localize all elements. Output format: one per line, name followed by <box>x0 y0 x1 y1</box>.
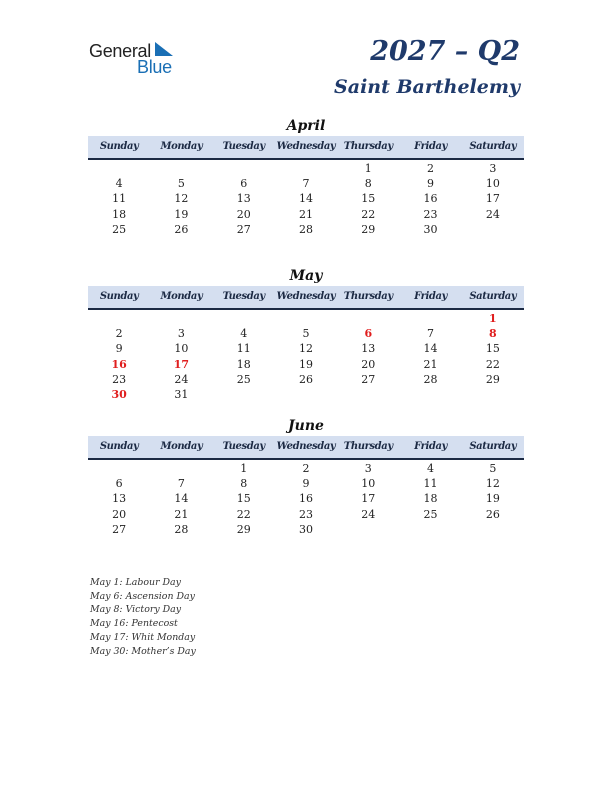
week-row <box>88 161 524 176</box>
weekday-label: Wednesday <box>276 291 336 302</box>
day-cell: 1 <box>240 462 248 475</box>
day-cell: 3 <box>489 162 497 175</box>
day-cell: 10 <box>485 177 500 191</box>
weekday-header <box>88 436 524 460</box>
week-grid <box>88 460 524 537</box>
day-cell: 18 <box>236 357 251 371</box>
day-cell: 24 <box>174 372 189 386</box>
day-cell: 19 <box>298 357 313 371</box>
day-cell: 1 <box>364 162 372 175</box>
day-cell: 29 <box>236 522 251 536</box>
day-cell: 5 <box>177 177 185 191</box>
page-title: 2027 – Q2 <box>370 36 520 67</box>
day-cell: 15 <box>485 342 500 356</box>
empty-day-cell <box>88 161 150 176</box>
day-cell: 26 <box>485 507 500 521</box>
holiday-item: May 16: Pentecost <box>90 618 178 630</box>
day-cell: 17 <box>485 192 500 206</box>
empty-day-cell <box>213 311 275 326</box>
week-grid <box>88 310 524 402</box>
week-row <box>88 476 524 491</box>
weekday-label: Monday <box>160 141 203 152</box>
logo-general-text: General <box>89 41 151 61</box>
holiday-item: May 1: Labour Day <box>90 577 181 588</box>
month-name: May <box>289 268 323 284</box>
week-row <box>88 341 524 356</box>
day-cell: 21 <box>423 357 438 371</box>
day-cell: 30 <box>423 222 438 236</box>
day-cell: 10 <box>174 342 189 356</box>
day-cell: 5 <box>302 327 310 341</box>
day-cell: 16 <box>423 192 438 206</box>
day-cell: 25 <box>423 507 438 521</box>
day-cell: 9 <box>115 342 123 356</box>
empty-day-cell <box>213 161 275 176</box>
day-cell: 23 <box>298 507 313 521</box>
empty-day-cell <box>275 387 337 402</box>
day-cell: 2 <box>115 327 123 341</box>
week-row <box>88 522 524 537</box>
day-cell: 13 <box>236 192 251 206</box>
logo-flag-icon <box>155 42 175 58</box>
week-row <box>88 357 524 372</box>
day-cell: 31 <box>174 387 189 401</box>
day-cell: 3 <box>177 327 185 341</box>
weekday-label: Monday <box>160 291 203 302</box>
day-cell: 30 <box>111 387 127 401</box>
month-may <box>88 266 524 402</box>
week-row <box>88 222 524 237</box>
empty-day-cell <box>150 461 212 476</box>
holiday-item: May 6: Ascension Day <box>90 590 195 602</box>
day-cell: 21 <box>174 507 189 521</box>
day-cell: 28 <box>174 522 189 536</box>
day-cell: 27 <box>361 372 376 386</box>
day-cell: 20 <box>236 207 251 221</box>
empty-day-cell <box>275 161 337 176</box>
day-cell: 8 <box>364 177 372 191</box>
day-cell: 25 <box>112 222 127 236</box>
day-cell: 26 <box>298 372 313 386</box>
weekday-label: Saturday <box>469 291 517 302</box>
week-row <box>88 191 524 206</box>
day-cell: 17 <box>173 357 190 371</box>
day-cell: 22 <box>361 207 376 221</box>
day-cell: 21 <box>298 207 313 221</box>
day-cell: 1 <box>489 312 497 325</box>
day-cell: 19 <box>485 492 500 506</box>
day-cell: 13 <box>112 492 127 506</box>
day-cell: 14 <box>423 342 438 356</box>
day-cell: 4 <box>240 327 248 341</box>
empty-day-cell <box>337 311 399 326</box>
empty-day-cell <box>462 522 524 537</box>
day-cell: 28 <box>298 222 313 236</box>
logo <box>89 38 189 78</box>
month-june <box>88 416 524 537</box>
day-cell: 7 <box>177 477 185 491</box>
empty-day-cell <box>213 387 275 402</box>
day-cell: 23 <box>112 372 127 386</box>
weekday-label: Thursday <box>343 291 393 302</box>
weekday-label: Thursday <box>343 441 393 452</box>
weekday-label: Thursday <box>343 141 393 152</box>
day-cell: 2 <box>427 162 435 175</box>
day-cell: 27 <box>112 522 127 536</box>
weekday-label: Friday <box>414 441 447 452</box>
empty-day-cell <box>337 522 399 537</box>
day-cell: 10 <box>361 477 376 491</box>
day-cell: 11 <box>112 192 127 206</box>
weekday-label: Monday <box>160 441 203 452</box>
day-cell: 29 <box>361 222 376 236</box>
weekday-label: Sunday <box>99 141 139 152</box>
week-row <box>88 311 524 326</box>
weekday-label: Wednesday <box>276 141 336 152</box>
weekday-label: Sunday <box>99 441 139 452</box>
day-cell: 16 <box>298 492 313 506</box>
day-cell: 11 <box>236 342 251 356</box>
month-name: April <box>286 118 326 134</box>
day-cell: 9 <box>427 177 435 191</box>
month-name: June <box>288 418 324 434</box>
day-cell: 22 <box>485 357 500 371</box>
day-cell: 4 <box>115 177 123 191</box>
day-cell: 22 <box>236 507 251 521</box>
week-row <box>88 507 524 522</box>
holiday-item: May 30: Mother’s Day <box>90 645 196 657</box>
day-cell: 12 <box>485 477 500 491</box>
week-row <box>88 387 524 402</box>
day-cell: 5 <box>489 462 497 475</box>
empty-day-cell <box>462 222 524 237</box>
day-cell: 12 <box>174 192 189 206</box>
day-cell: 4 <box>427 462 435 475</box>
weekday-label: Sunday <box>99 291 139 302</box>
empty-day-cell <box>399 522 461 537</box>
weekday-label: Tuesday <box>222 441 265 452</box>
day-cell: 24 <box>361 507 376 521</box>
day-cell: 20 <box>361 357 376 371</box>
day-cell: 14 <box>174 492 189 506</box>
day-cell: 13 <box>361 342 376 356</box>
empty-day-cell <box>275 311 337 326</box>
day-cell: 6 <box>364 327 373 341</box>
day-cell: 14 <box>298 192 313 206</box>
day-cell: 17 <box>361 492 376 506</box>
day-cell: 26 <box>174 222 189 236</box>
day-cell: 18 <box>423 492 438 506</box>
day-cell: 30 <box>298 522 313 536</box>
day-cell: 8 <box>240 477 248 491</box>
day-cell: 19 <box>174 207 189 221</box>
empty-day-cell <box>88 311 150 326</box>
empty-day-cell <box>399 387 461 402</box>
day-cell: 20 <box>112 507 127 521</box>
month-april <box>88 116 524 237</box>
day-cell: 3 <box>364 462 372 475</box>
weekday-header <box>88 286 524 310</box>
week-grid <box>88 160 524 237</box>
day-cell: 29 <box>485 372 500 386</box>
week-row <box>88 326 524 341</box>
day-cell: 6 <box>240 177 248 191</box>
day-cell: 24 <box>485 207 500 221</box>
weekday-label: Saturday <box>469 441 517 452</box>
weekday-label: Tuesday <box>222 141 265 152</box>
day-cell: 2 <box>302 462 310 475</box>
week-row <box>88 491 524 506</box>
empty-day-cell <box>150 311 212 326</box>
weekday-label: Tuesday <box>222 291 265 302</box>
holiday-item: May 17: Whit Monday <box>90 631 196 643</box>
holiday-list <box>90 576 196 658</box>
logo-blue-text: Blue <box>137 57 172 77</box>
weekday-label: Friday <box>414 141 447 152</box>
empty-day-cell <box>150 161 212 176</box>
day-cell: 8 <box>489 327 497 341</box>
week-row <box>88 176 524 191</box>
day-cell: 7 <box>302 177 310 191</box>
page-subtitle: Saint Barthelemy <box>334 76 520 98</box>
day-cell: 18 <box>112 207 127 221</box>
day-cell: 27 <box>236 222 251 236</box>
empty-day-cell <box>88 461 150 476</box>
day-cell: 28 <box>423 372 438 386</box>
day-cell: 6 <box>115 477 123 491</box>
week-row <box>88 372 524 387</box>
day-cell: 25 <box>236 372 251 386</box>
day-cell: 15 <box>236 492 251 506</box>
weekday-label: Friday <box>414 291 447 302</box>
day-cell: 11 <box>423 477 438 491</box>
week-row <box>88 207 524 222</box>
weekday-label: Wednesday <box>276 441 336 452</box>
empty-day-cell <box>337 387 399 402</box>
day-cell: 15 <box>361 192 376 206</box>
day-cell: 23 <box>423 207 438 221</box>
weekday-label: Saturday <box>469 141 517 152</box>
empty-day-cell <box>399 311 461 326</box>
day-cell: 16 <box>111 357 127 371</box>
day-cell: 7 <box>427 327 435 341</box>
day-cell: 12 <box>298 342 313 356</box>
day-cell: 9 <box>302 477 310 491</box>
holiday-item: May 8: Victory Day <box>90 604 181 616</box>
empty-day-cell <box>462 387 524 402</box>
weekday-header <box>88 136 524 160</box>
week-row <box>88 461 524 476</box>
